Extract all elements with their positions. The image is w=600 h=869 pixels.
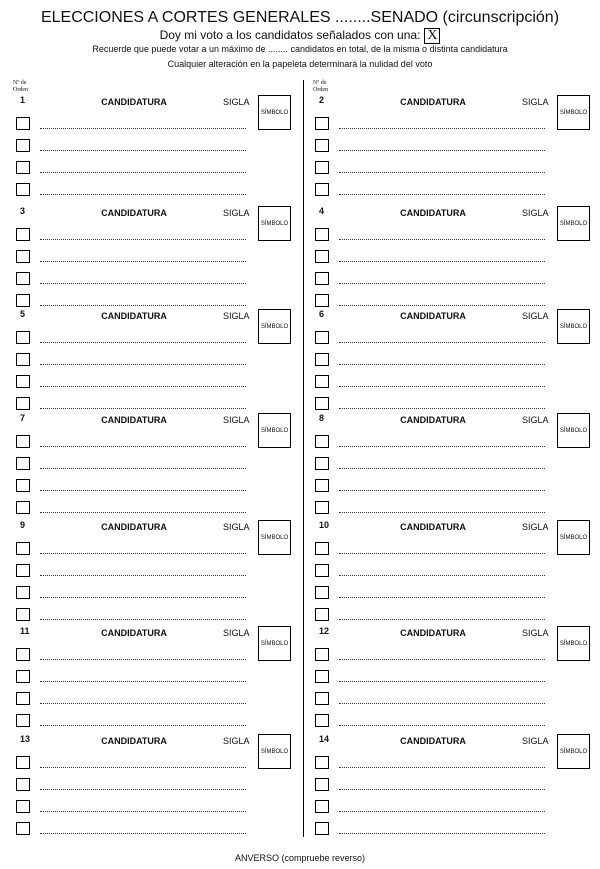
candidature-block [313,309,600,413]
candidate-name-line [40,446,246,447]
candidate-checkbox[interactable] [16,648,30,661]
candidate-checkbox[interactable] [16,822,30,835]
candidate-name-line [40,681,246,682]
candidate-name-line [40,408,246,409]
candidate-name-line [40,364,246,365]
candidate-checkbox[interactable] [16,353,30,366]
candidature-block [313,626,600,730]
simbolo-label: SÍMBOLO [559,534,588,541]
candidate-name-line [339,408,545,409]
candidate-checkbox[interactable] [315,479,329,492]
simbolo-label: SÍMBOLO [559,640,588,647]
block-number: 13 [20,734,31,744]
candidate-name-line [40,811,246,812]
nullity-warning: Cualquier alteración en la papeleta determinará la nulidad del voto [167,59,433,69]
sigla-label: SIGLA [522,736,549,746]
candidate-checkbox[interactable] [315,353,329,366]
candidate-checkbox[interactable] [315,670,329,683]
candidate-checkbox[interactable] [315,692,329,705]
candidate-name-line [339,128,545,129]
candidate-checkbox[interactable] [16,250,30,263]
candidate-name-line [339,468,545,469]
simbolo-box [258,95,291,130]
candidate-checkbox[interactable] [16,294,30,307]
candidate-name-line [40,512,246,513]
vote-instruction [0,28,600,44]
orden-label-line: Nº de [13,80,27,86]
candidate-checkbox[interactable] [16,608,30,621]
simbolo-box [557,626,590,661]
candidate-checkbox[interactable] [315,183,329,196]
candidature-block [14,520,304,624]
candidate-name-line [339,681,545,682]
candidate-name-line [339,283,545,284]
sigla-label: SIGLA [223,97,250,107]
simbolo-label: SÍMBOLO [559,427,588,434]
candidature-block [14,95,304,199]
block-number: 7 [20,413,26,423]
candidate-checkbox[interactable] [315,375,329,388]
candidate-name-line [40,789,246,790]
candidate-checkbox[interactable] [16,670,30,683]
candidate-checkbox[interactable] [16,714,30,727]
simbolo-label: SÍMBOLO [260,109,289,116]
sigla-label: SIGLA [223,208,250,218]
candidature-block [313,206,600,310]
candidate-name-line [40,239,246,240]
block-number: 10 [319,520,330,530]
candidate-checkbox[interactable] [315,542,329,555]
candidatura-label: CANDIDATURA [101,522,167,532]
candidate-name-line [339,597,545,598]
simbolo-box [258,520,291,555]
block-number: 4 [319,206,325,216]
candidate-checkbox[interactable] [16,756,30,769]
candidate-name-line [339,172,545,173]
candidate-name-line [40,575,246,576]
candidate-name-line [339,446,545,447]
candidate-checkbox[interactable] [315,331,329,344]
candidate-checkbox[interactable] [16,183,30,196]
simbolo-label: SÍMBOLO [559,748,588,755]
simbolo-box [557,413,590,448]
candidate-name-line [40,659,246,660]
candidate-name-line [339,767,545,768]
candidate-name-line [40,194,246,195]
candidate-name-line [40,725,246,726]
candidature-block [14,626,304,730]
sigla-label: SIGLA [522,311,549,321]
orden-label-right [313,80,328,94]
candidate-name-line [40,619,246,620]
candidate-checkbox[interactable] [16,778,30,791]
candidate-name-line [339,553,545,554]
candidate-checkbox[interactable] [315,397,329,410]
candidate-name-line [339,703,545,704]
block-number: 5 [20,309,26,319]
candidatura-label: CANDIDATURA [400,311,466,321]
candidate-checkbox[interactable] [16,800,30,813]
simbolo-label: SÍMBOLO [260,640,289,647]
sigla-label: SIGLA [522,208,549,218]
candidate-name-line [40,283,246,284]
candidate-name-line [40,490,246,491]
candidate-name-line [40,342,246,343]
block-number: 11 [20,626,30,636]
candidatura-label: CANDIDATURA [101,628,167,638]
candidate-name-line [40,128,246,129]
candidatura-label: CANDIDATURA [101,415,167,425]
sigla-label: SIGLA [223,311,250,321]
sigla-label: SIGLA [522,97,549,107]
candidate-checkbox[interactable] [16,501,30,514]
candidate-checkbox[interactable] [16,331,30,344]
candidate-checkbox[interactable] [16,692,30,705]
simbolo-box [557,309,590,344]
candidate-name-line [339,490,545,491]
orden-label-line: Orden [13,87,28,93]
block-number: 9 [20,520,26,530]
candidatura-label: CANDIDATURA [101,311,167,321]
sigla-label: SIGLA [223,628,250,638]
candidate-name-line [339,575,545,576]
block-number: 8 [319,413,325,423]
candidate-checkbox[interactable] [315,250,329,263]
simbolo-box [557,95,590,130]
candidate-checkbox[interactable] [315,117,329,130]
candidate-checkbox[interactable] [315,756,329,769]
candidature-block [313,413,600,517]
simbolo-label: SÍMBOLO [559,323,588,330]
ballot-title: ELECCIONES A CORTES GENERALES ........SENADO (circunscripción) [40,9,560,26]
candidate-name-line [40,553,246,554]
block-number: 1 [20,95,26,105]
candidatura-label: CANDIDATURA [101,208,167,218]
simbolo-box [258,413,291,448]
candidate-checkbox[interactable] [315,501,329,514]
candidature-block [14,734,304,838]
candidate-name-line [339,833,545,834]
sigla-label: SIGLA [223,736,250,746]
simbolo-label: SÍMBOLO [559,109,588,116]
candidature-block [313,95,600,199]
candidate-name-line [40,767,246,768]
candidatura-label: CANDIDATURA [400,208,466,218]
candidate-checkbox[interactable] [16,564,30,577]
candidate-name-line [339,364,545,365]
candidate-name-line [40,172,246,173]
candidate-name-line [339,239,545,240]
candidate-checkbox[interactable] [16,435,30,448]
candidatura-label: CANDIDATURA [400,522,466,532]
candidate-checkbox[interactable] [16,117,30,130]
candidate-name-line [339,386,545,387]
candidate-checkbox[interactable] [315,435,329,448]
simbolo-box [258,734,291,769]
candidate-checkbox[interactable] [315,648,329,661]
sigla-label: SIGLA [522,415,549,425]
max-candidates-note: Recuerde que puede votar a un máximo de ........ candidatos en total, de la misma o distinta candidatura [92,44,508,54]
candidatura-label: CANDIDATURA [101,736,167,746]
candidatura-label: CANDIDATURA [400,628,466,638]
candidate-name-line [40,703,246,704]
simbolo-box [258,626,291,661]
orden-label-line: Orden [313,87,328,93]
candidatura-label: CANDIDATURA [400,736,466,746]
candidate-checkbox[interactable] [315,714,329,727]
candidate-name-line [40,386,246,387]
sigla-label: SIGLA [223,415,250,425]
simbolo-label: SÍMBOLO [260,748,289,755]
candidate-name-line [40,468,246,469]
candidate-checkbox[interactable] [315,161,329,174]
vote-instruction-text: Doy mi voto a los candidatos señalados con una: [159,28,421,43]
candidate-checkbox[interactable] [315,800,329,813]
candidate-checkbox[interactable] [315,608,329,621]
candidature-block [14,309,304,413]
candidate-checkbox[interactable] [16,272,30,285]
candidate-checkbox[interactable] [16,542,30,555]
simbolo-box [258,206,291,241]
candidate-name-line [40,261,246,262]
candidate-checkbox[interactable] [16,457,30,470]
candidate-checkbox[interactable] [16,139,30,152]
candidate-name-line [339,342,545,343]
candidate-checkbox[interactable] [315,586,329,599]
block-number: 2 [319,95,325,105]
candidate-checkbox[interactable] [315,139,329,152]
candidate-checkbox[interactable] [315,822,329,835]
candidate-name-line [339,305,545,306]
simbolo-label: SÍMBOLO [260,427,289,434]
simbolo-box [557,520,590,555]
candidate-checkbox[interactable] [315,564,329,577]
footer-note: ANVERSO (compruebe reverso) [234,853,366,863]
candidature-block [14,206,304,310]
candidate-name-line [339,789,545,790]
candidate-name-line [40,305,246,306]
block-number: 14 [319,734,330,744]
simbolo-label: SÍMBOLO [260,534,289,541]
candidature-block [14,413,304,517]
candidate-checkbox[interactable] [315,294,329,307]
candidate-checkbox[interactable] [16,375,30,388]
candidate-checkbox[interactable] [16,228,30,241]
candidate-name-line [339,512,545,513]
candidatura-label: CANDIDATURA [101,97,167,107]
candidate-name-line [339,811,545,812]
orden-label-line: Nº de [313,80,327,86]
candidate-checkbox[interactable] [16,479,30,492]
sigla-label: SIGLA [522,522,549,532]
candidate-checkbox[interactable] [315,778,329,791]
candidatura-label: CANDIDATURA [400,97,466,107]
candidate-name-line [339,261,545,262]
simbolo-box [557,734,590,769]
candidate-checkbox[interactable] [315,228,329,241]
sigla-label: SIGLA [223,522,250,532]
block-number: 12 [319,626,330,636]
orden-label-left [13,80,28,94]
candidature-block [313,520,600,624]
simbolo-box [557,206,590,241]
simbolo-box [258,309,291,344]
candidate-checkbox[interactable] [16,161,30,174]
candidate-checkbox[interactable] [315,457,329,470]
candidature-block [313,734,600,838]
block-number: 3 [20,206,26,216]
candidate-name-line [40,833,246,834]
candidatura-label: CANDIDATURA [400,415,466,425]
candidate-name-line [339,194,545,195]
candidate-name-line [40,597,246,598]
candidate-name-line [40,150,246,151]
candidate-name-line [339,619,545,620]
block-number: 6 [319,309,325,319]
candidate-checkbox[interactable] [16,586,30,599]
candidate-checkbox[interactable] [16,397,30,410]
candidate-name-line [339,150,545,151]
x-mark-sample: X [424,28,440,44]
candidate-name-line [339,659,545,660]
sigla-label: SIGLA [522,628,549,638]
candidate-checkbox[interactable] [315,272,329,285]
simbolo-label: SÍMBOLO [559,220,588,227]
simbolo-label: SÍMBOLO [260,220,289,227]
candidate-name-line [339,725,545,726]
simbolo-label: SÍMBOLO [260,323,289,330]
